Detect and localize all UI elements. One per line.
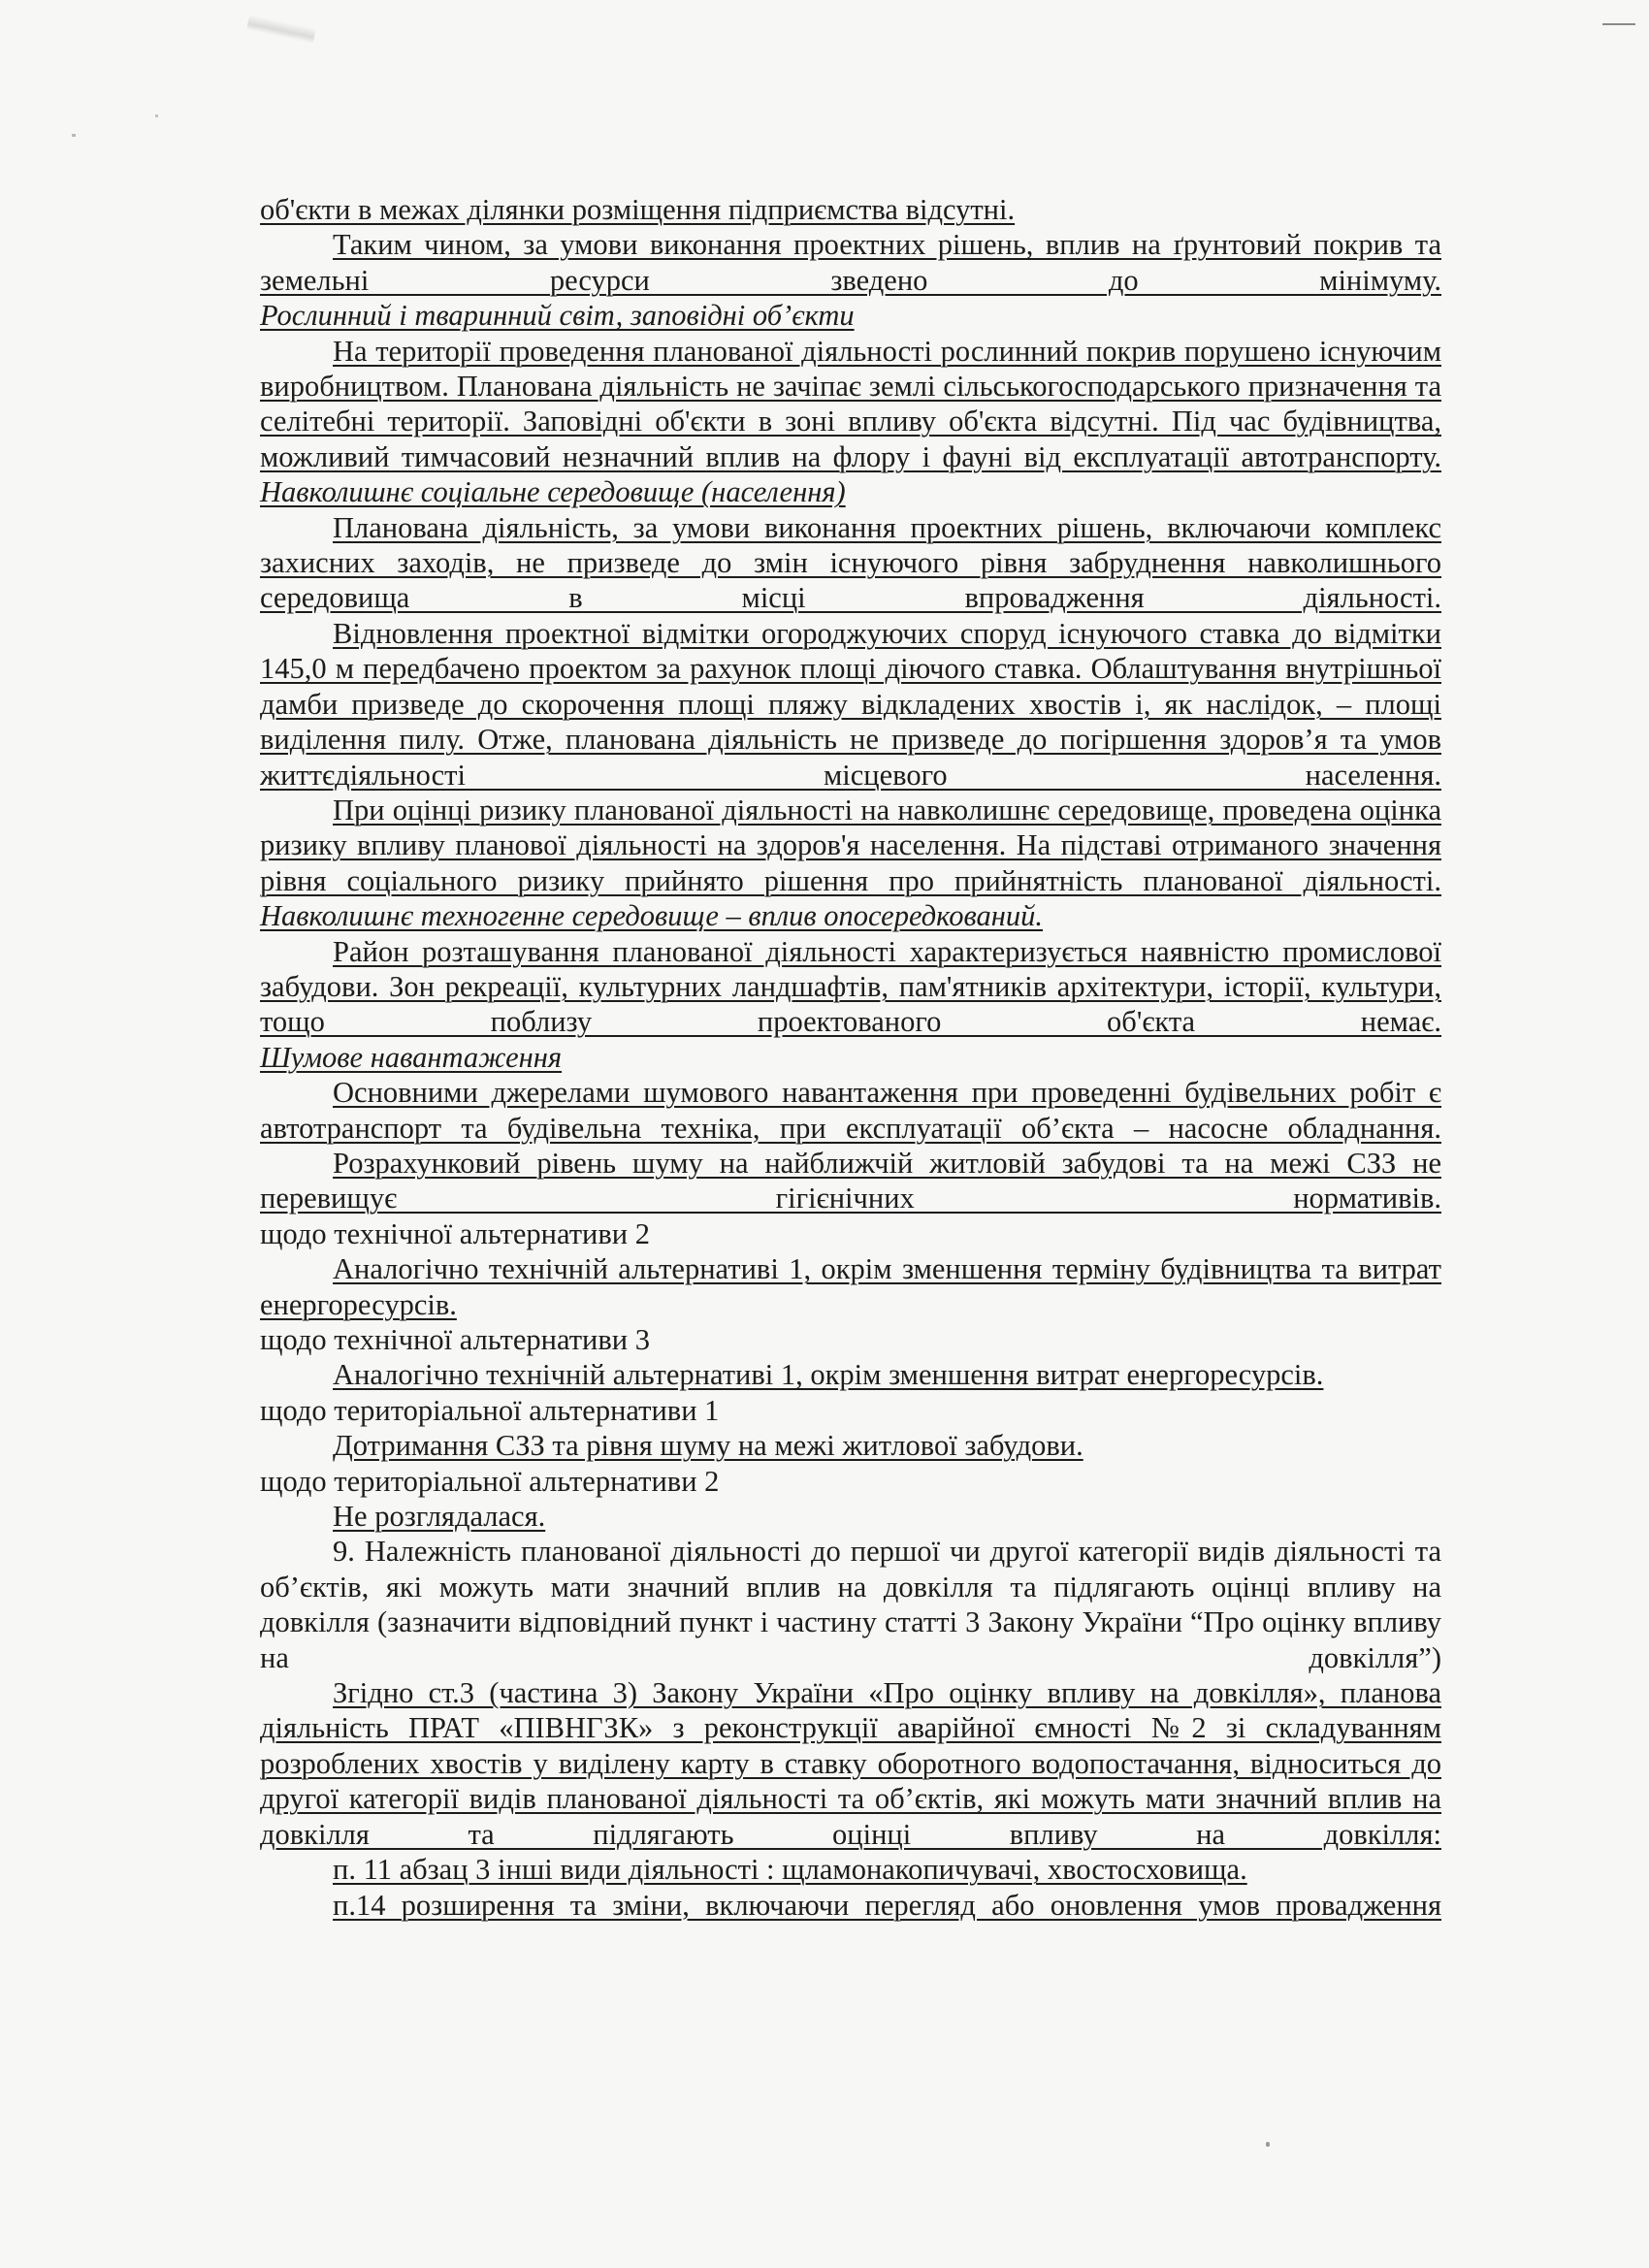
section-heading: Навколишнє техногенне середовище – вплив опосередкований. bbox=[260, 899, 1044, 933]
paragraph: Таким чином, за умови виконання проектних рішень, вплив на ґрунтовий покрив та земельні ресурси зведено до мінімуму. bbox=[260, 228, 1441, 297]
paragraph: При оцінці ризику планованої діяльності на навколишнє середовище, проведена оцінка ризику впливу планової діяльності на здоров'я населення. На підставі отриманого значення рівня соціального ризику прийнято рішення про прийнятність планованої діяльності. bbox=[260, 793, 1441, 897]
paragraph: Аналогічно технічній альтернативі 1, окрім зменшення витрат енергоресурсів. bbox=[333, 1358, 1324, 1392]
document-body bbox=[260, 192, 1441, 1923]
paragraph: На території проведення планованої діяльності рослинний покрив порушено існуючим виробництвом. Планована діяльність не зачіпає землі сільськогосподарського призначення та селітебні території. Заповідні об'єкти в зоні впливу об'єкта відсутні. Під час будівництва, можливий тимчасовий незначний вплив на флору і фауні від експлуатації автотранспорту. bbox=[260, 334, 1441, 473]
scan-speck bbox=[72, 134, 76, 137]
scan-speck bbox=[155, 114, 158, 117]
section-heading: Навколишнє соціальне середовище (населення) bbox=[260, 475, 846, 509]
paragraph: Аналогічно технічній альтернативі 1, окрім зменшення терміну будівництва та витрат енергоресурсів. bbox=[260, 1252, 1441, 1321]
paragraph: Згідно ст.3 (частина 3) Закону України «Про оцінку впливу на довкілля», планова діяльність ПРАТ «ПІВНГЗК» з реконструкції аварійної ємності №2 зі складуванням розроблених хвостів у виділену карту в ставку оборотного водопостачання, відноситься до другої категорії видів планованої діяльності та об’єктів, які можуть мати значний вплив на довкілля та підлягають оцінці впливу на довкілля: bbox=[260, 1676, 1441, 1851]
alternative-label: щодо технічної альтернативи 2 bbox=[260, 1216, 650, 1250]
alternative-label: щодо територіальної альтернативи 1 bbox=[260, 1393, 720, 1427]
paragraph: Розрахунковий рівень шуму на найближчій житловій забудові та на межі СЗЗ не перевищує гігієнічних нормативів. bbox=[260, 1146, 1441, 1215]
scan-smudge bbox=[246, 15, 316, 44]
paragraph: Район розташування планованої діяльності характеризується наявністю промислової забудови. Зон рекреації, культурних ландшафтів, пам'ятників архітектури, історії, культури, тощо поблизу проектованого об'єкта немає. bbox=[260, 934, 1441, 1039]
paragraph: об'єкти в межах ділянки розміщення підприємства відсутні. bbox=[260, 193, 1016, 226]
scan-edge-mark bbox=[1602, 23, 1635, 25]
paragraph: Відновлення проектної відмітки огороджуючих споруд існуючого ставка до відмітки 145,0 м передбачено проектом за рахунок площі діючого ставка. Облаштування внутрішньої дамби призведе до скорочення площі пляжу відкладених хвостів і, як наслідок, – площі виділення пилу. Отже, планована діяльність не призведе до погіршення здоров’я та умов життєдіяльності місцевого населення. bbox=[260, 616, 1441, 792]
scan-speck bbox=[1266, 2142, 1270, 2147]
paragraph: 9. Належність планованої діяльності до першої чи другої категорії видів діяльності та об’єктів, які можуть мати значний вплив на довкілля та підлягають оцінці впливу на довкілля (зазначити відповідний пункт і частину статті 3 Закону України “Про оцінку впливу на довкілля”) bbox=[260, 1535, 1441, 1674]
alternative-label: щодо технічної альтернативи 3 bbox=[260, 1323, 650, 1356]
alternative-label: щодо територіальної альтернативи 2 bbox=[260, 1464, 720, 1498]
paragraph: Планована діяльність, за умови виконання проектних рішень, включаючи комплекс захисних заходів, не призведе до змін існуючого рівня забруднення навколишнього середовища в місці впровадження діяльності. bbox=[260, 510, 1441, 615]
paragraph: Не розглядалася. bbox=[333, 1500, 546, 1534]
paragraph: Основними джерелами шумового навантаження при проведенні будівельних робіт є автотранспорт та будівельна техніка, при експлуатації об’єкта – насосне обладнання. bbox=[260, 1076, 1441, 1145]
paragraph: п. 11 абзац 3 інші види діяльності : щламонакопичувачі, хвостосховища. bbox=[333, 1853, 1247, 1887]
paragraph: п.14 розширення та зміни, включаючи перегляд або оновлення умов провадження bbox=[333, 1888, 1441, 1922]
section-heading: Шумове навантаження bbox=[260, 1040, 563, 1074]
section-heading: Рослинний і тваринний світ, заповідні об’єкти bbox=[260, 299, 855, 333]
paragraph: Дотримання СЗЗ та рівня шуму на межі житлової забудови. bbox=[333, 1429, 1083, 1463]
